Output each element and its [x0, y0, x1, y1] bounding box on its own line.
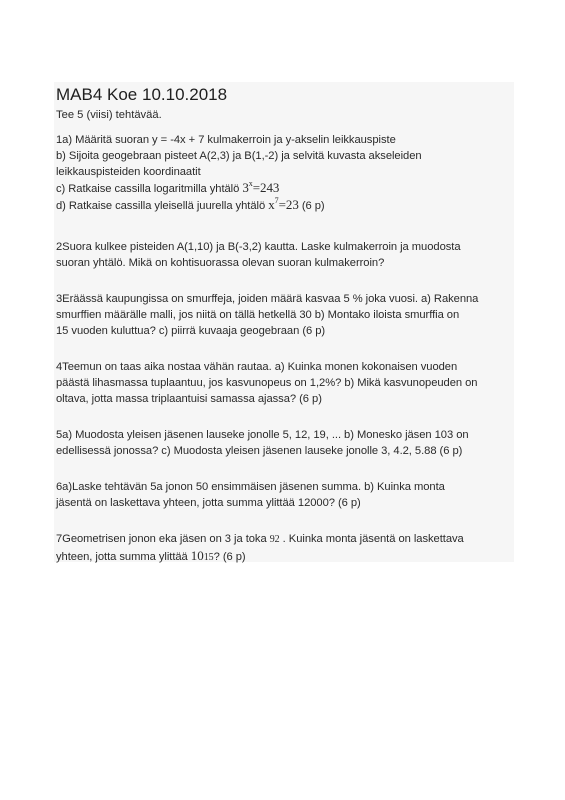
task-1c-exponent: x — [248, 179, 253, 188]
task-2-line2: suoran yhtälö. Mikä on kohtisuorassa olevan suoran kulmakerroin? — [56, 257, 385, 269]
task-7-second-term: 92 — [269, 534, 280, 545]
exam-content — [56, 84, 511, 566]
task-3-line2: smurffien määrälle malli, jos niitä on tällä hetkellä 30 b) Montako iloista smurffia on — [56, 309, 460, 321]
task-1c-rhs: =243 — [252, 180, 280, 195]
task-1c-text: c) Ratkaise cassilla logaritmilla yhtälö — [56, 183, 243, 195]
task-1d-rhs: =23 — [278, 197, 299, 212]
task-6-line2: jäsentä on laskettava yhteen, jotta summa ylittää 12000? (6 p) — [56, 497, 361, 509]
task-1 — [56, 132, 511, 214]
task-6 — [56, 479, 511, 511]
task-1c-base: 3 — [242, 180, 249, 195]
task-3-line1: 3Eräässä kaupungissa on smurffeja, joiden määrä kasvaa 5 % joka vuosi. a) Rakenna — [56, 293, 479, 305]
task-5-line2: edellisessä jonossa? c) Muodosta yleisen jäsenen lauseke jonolle 3, 4.2, 5.88 (6 p) — [56, 445, 463, 457]
task-5 — [56, 427, 511, 459]
task-1c-equation — [242, 180, 279, 195]
task-1d — [56, 197, 511, 214]
task-2 — [56, 239, 511, 271]
task-1a: 1a) Määritä suoran y = -4x + 7 kulmakerroin ja y-akselin leikkauspiste — [56, 134, 396, 146]
task-7-line2 — [56, 548, 511, 566]
task-7-line1-text: 7Geometrisen jonon eka jäsen on 3 ja toka — [56, 533, 270, 545]
task-1-points: (6 p) — [298, 200, 325, 212]
task-1d-text: d) Ratkaise cassilla yleisellä juurella yhtälö — [56, 200, 269, 212]
task-7-threshold — [191, 548, 214, 563]
task-6-line1: 6a)Laske tehtävän 5a jonon 50 ensimmäisen jäsenen summa. b) Kuinka monta — [56, 481, 445, 493]
task-7-line2-text: yhteen, jotta summa ylittää — [56, 551, 191, 563]
task-5-line1: 5a) Muodosta yleisen jäsenen lauseke jonolle 5, 12, 19, ... b) Monesko jäsen 103 on — [56, 429, 469, 441]
task-1b-line1: b) Sijoita geogebraan pisteet A(2,3) ja B(1,-2) ja selvitä kuvasta akseleiden — [56, 150, 422, 162]
task-4-line3: oltava, jotta massa triplaantuisi samassa ajassa? (6 p) — [56, 393, 322, 405]
task-1d-exponent: 7 — [274, 196, 279, 205]
exam-instructions: Tee 5 (viisi) tehtävää. — [56, 109, 162, 121]
exam-title: MAB4 Koe 10.10.2018 — [56, 85, 228, 104]
task-4-line2: päästä lihasmassa tuplaantuu, jos kasvunopeus on 1,2%? b) Mikä kasvunopeuden on — [56, 377, 478, 389]
task-7-line1 — [56, 531, 511, 548]
task-7-line2-end: ? (6 p) — [213, 551, 246, 563]
task-4-line1: 4Teemun on taas aika nostaa vähän rautaa. a) Kuinka monen kokonaisen vuoden — [56, 361, 458, 373]
task-3 — [56, 291, 511, 339]
task-1d-base: x — [268, 197, 275, 212]
task-7-line1-end: . Kuinka monta jäsentä on laskettava — [279, 533, 464, 545]
task-2-line1: 2Suora kulkee pisteiden A(1,10) ja B(-3,2) kautta. Laske kulmakerroin ja muodosta — [56, 241, 461, 253]
task-1c — [56, 180, 511, 197]
task-1d-equation — [268, 197, 299, 212]
task-3-line3: 15 vuoden kuluttua? c) piirrä kuvaaja geogebraan (6 p) — [56, 325, 326, 337]
task-4 — [56, 359, 511, 407]
task-7-threshold-exponent: 15 — [203, 552, 214, 563]
task-1b-line2: leikkauspisteiden koordinaatit — [56, 166, 201, 178]
task-7-threshold-base: 10 — [190, 548, 204, 563]
task-7 — [56, 531, 511, 566]
